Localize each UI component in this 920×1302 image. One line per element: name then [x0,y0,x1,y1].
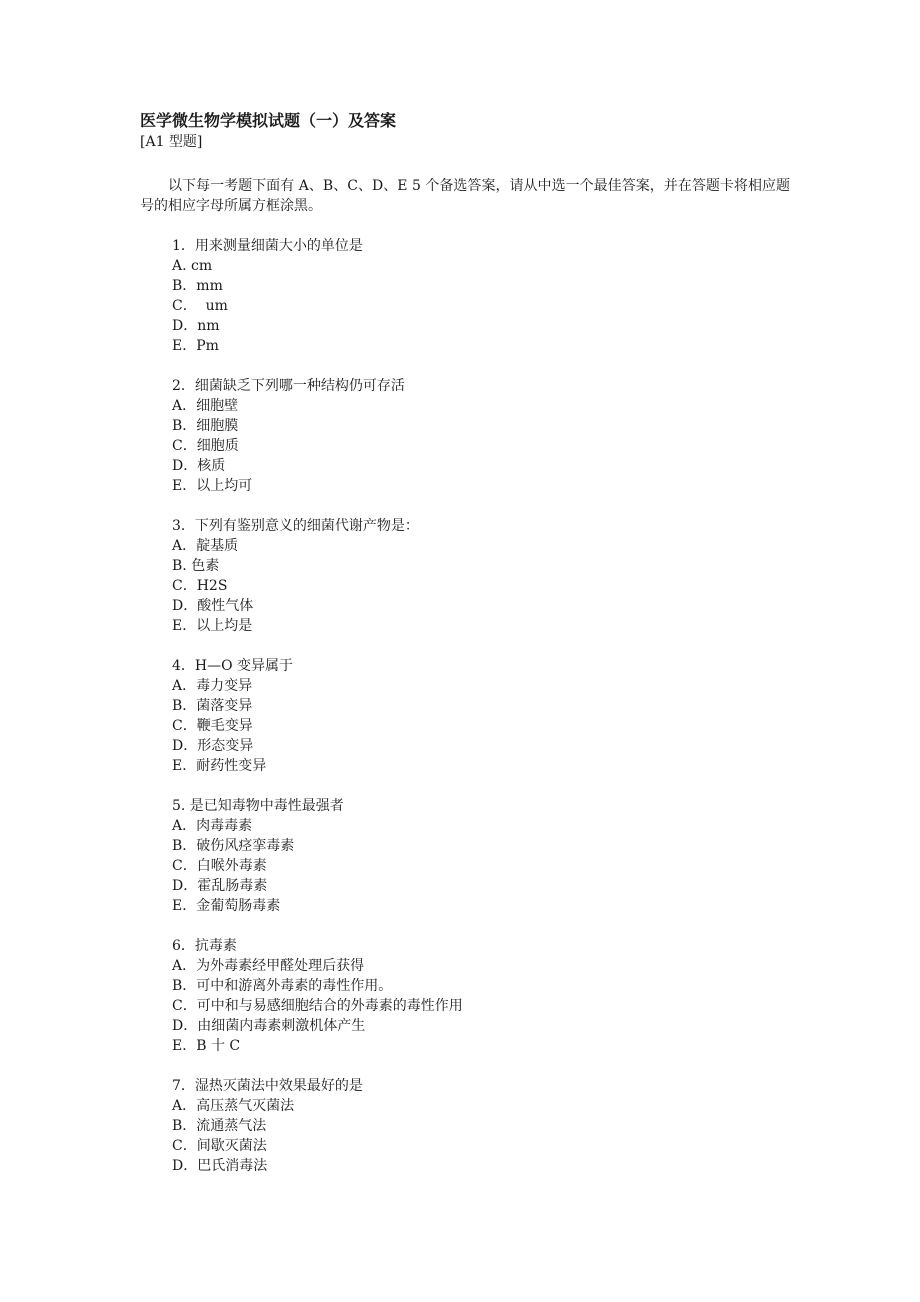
answer-option: C．鞭毛变异 [172,718,253,734]
question-item [140,236,790,356]
question-stem: 4．H—O 变异属于 [172,658,294,674]
answer-option: E．以上均可 [172,478,253,494]
question-item [140,656,790,776]
question-stem: 3．下列有鉴别意义的细菌代谢产物是： [172,518,419,534]
answer-option: C． um [172,298,228,314]
answer-option: C．H2S [172,578,228,594]
answer-option: B．流通蒸气法 [172,1118,267,1134]
answer-option: C．间歇灭菌法 [172,1138,267,1154]
question-stem: 6．抗毒素 [172,938,237,954]
question-stem: 2．细菌缺乏下列哪一种结构仍可存活 [172,378,405,394]
answer-option: A．高压蒸气灭菌法 [172,1098,295,1114]
question-stem: 1．用来测量细菌大小的单位是 [172,238,363,254]
document-page [140,110,790,1176]
answer-option: A．肉毒毒素 [172,818,253,834]
answer-option: B．破伤风痉挛毒素 [172,838,295,854]
question-stem: 5. 是已知毒物中毒性最强者 [172,798,344,814]
answer-option: D．由细菌内毒素刺激机体产生 [172,1018,366,1034]
answer-option: B. 色素 [172,558,220,574]
answer-option: B．mm [172,278,223,294]
answer-option: E．耐药性变异 [172,758,267,774]
question-item [140,936,790,1056]
question-item [140,516,790,636]
answer-option: D．nm [172,318,220,334]
document-title: 医学微生物学模拟试题（一）及答案 [140,111,397,130]
question-stem: 7．湿热灭菌法中效果最好的是 [172,1078,363,1094]
section-label: [A1 型题] [140,134,203,150]
answer-option: B．细胞膜 [172,418,239,434]
answer-option: D．形态变异 [172,738,254,754]
answer-option: E．B 十 C [172,1038,241,1054]
answer-option: B．可中和游离外毒素的毒性作用。 [172,978,393,994]
answer-option: A．靛基质 [172,538,239,554]
question-item [140,796,790,916]
answer-option: A. cm [172,258,213,274]
answer-option: D．霍乱肠毒素 [172,878,268,894]
answer-option: C．白喉外毒素 [172,858,267,874]
answer-option: A．细胞壁 [172,398,239,414]
question-item [140,376,790,496]
answer-option: C．可中和与易感细胞结合的外毒素的毒性作用 [172,998,463,1014]
answer-option: D．酸性气体 [172,598,254,614]
answer-option: E．Pm [172,338,219,354]
answer-option: E．以上均是 [172,618,253,634]
answer-option: E．金葡萄肠毒素 [172,898,281,914]
question-item [140,1076,790,1176]
answer-option: D．巴氏消毒法 [172,1158,268,1174]
instructions-paragraph: 以下每一考题下面有 A、B、C、D、E 5 个备选答案，请从中选一个最佳答案，并在答题卡将相应题号的相应字母所属方框涂黑。 [140,178,790,214]
answer-option: A．为外毒素经甲醛处理后获得 [172,958,365,974]
question-list [140,236,790,1176]
answer-option: D．核质 [172,458,226,474]
answer-option: C．细胞质 [172,438,239,454]
answer-option: A．毒力变异 [172,678,253,694]
answer-option: B．菌落变异 [172,698,253,714]
